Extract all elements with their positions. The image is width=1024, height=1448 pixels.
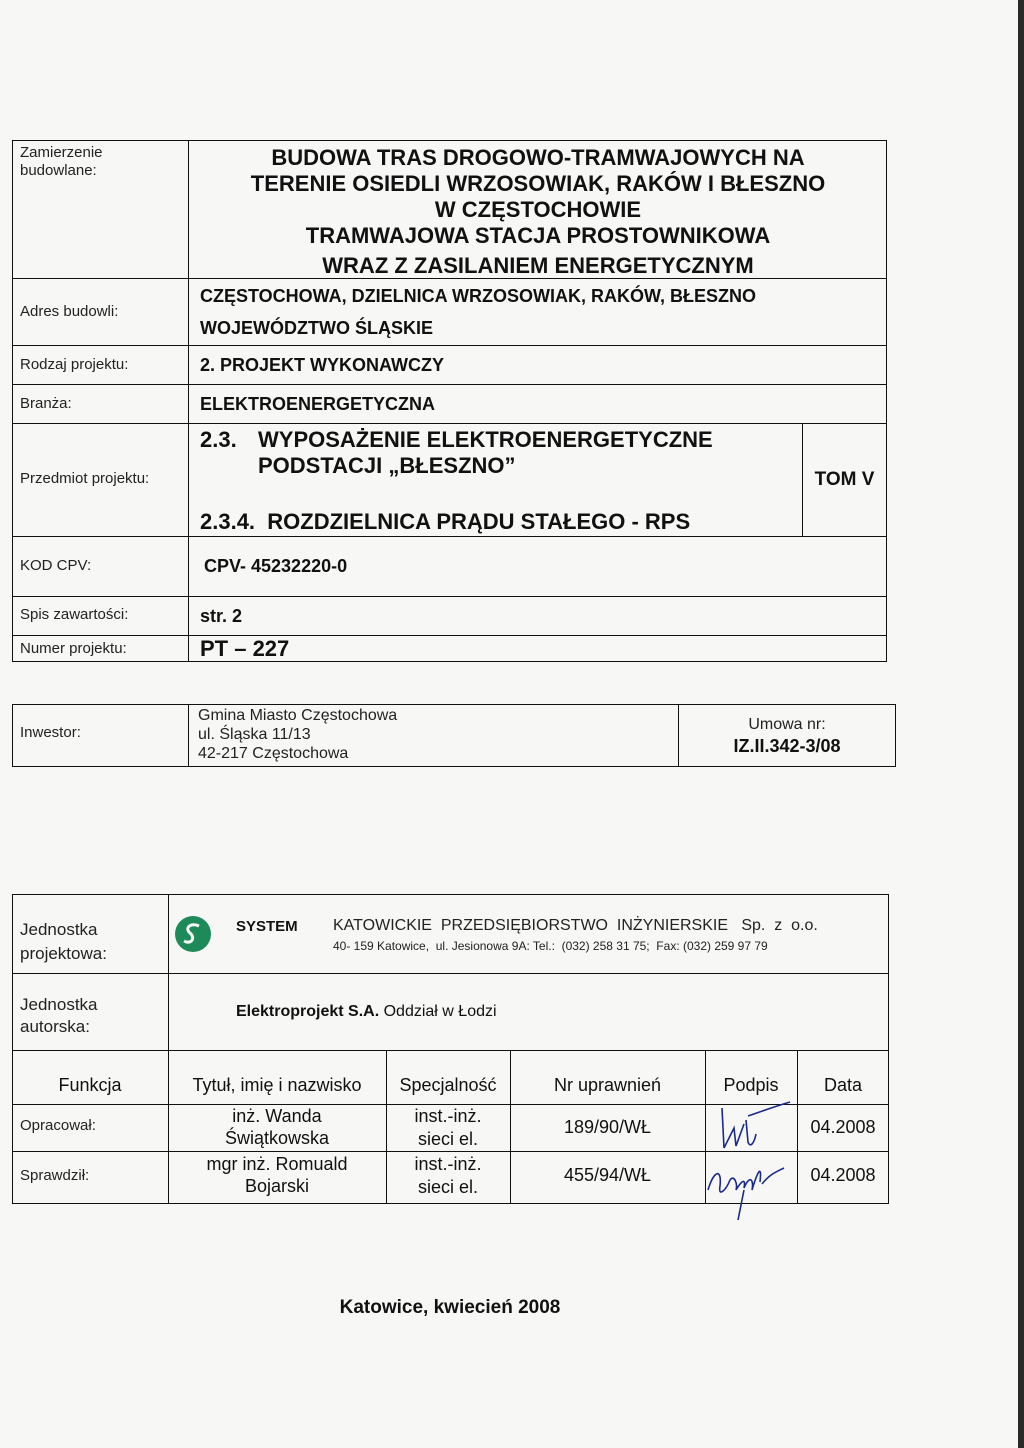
title-line: BUDOWA TRAS DROGOWO-TRAMWAJOWYCH NA <box>271 145 805 170</box>
row-line <box>12 973 889 974</box>
title-line: TRAMWAJOWA STACJA PROSTOWNIKOWA <box>305 223 771 248</box>
przedmiot-number: 2.3. <box>200 427 237 452</box>
header-specjalnosc: Specjalność <box>399 1075 497 1095</box>
przedmiot-line2: PODSTACJI „BŁESZNO” <box>258 453 516 478</box>
title-line: WRAZ Z ZASILANIEM ENERGETYCZNYM <box>322 253 754 278</box>
signature-1 <box>708 1098 796 1158</box>
row-line <box>12 423 887 424</box>
row1-spec1: inst.-inż. <box>414 1106 482 1126</box>
header-podpis: Podpis <box>723 1075 779 1095</box>
row1-name2: Świątkowska <box>224 1128 330 1148</box>
company-name: KATOWICKIE PRZEDSIĘBIORSTWO INŻYNIERSKIE Sp. z o.o. <box>333 917 818 934</box>
investor-line1: Gmina Miasto Częstochowa <box>198 707 398 724</box>
title-line: TERENIE OSIEDLI WRZOSOWIAK, RAKÓW I BŁESZNO <box>250 171 826 196</box>
title-line: W CZĘSTOCHOWIE <box>434 197 642 222</box>
row-line <box>12 596 887 597</box>
row2-name2: Bojarski <box>244 1176 310 1196</box>
autorska-bold: Elektroprojekt S.A. <box>236 1003 380 1020</box>
row-line <box>12 635 887 636</box>
footer-place-date: Katowice, kwiecień 2008 <box>339 1297 561 1318</box>
row2-funkcja: Sprawdził: <box>20 1167 90 1184</box>
label-branza: Branża: <box>20 395 72 412</box>
row1-nr: 189/90/WŁ <box>563 1117 652 1137</box>
header-nr: Nr uprawnień <box>553 1075 662 1095</box>
header-data: Data <box>823 1075 863 1095</box>
row2-spec2: sieci el. <box>417 1177 479 1197</box>
system-logo <box>174 915 212 953</box>
row1-name1: inż. Wanda <box>232 1106 322 1126</box>
investor-divider <box>188 704 189 767</box>
label-rodzaj: Rodzaj projektu: <box>20 356 129 373</box>
header-tytul: Tytuł, imię i nazwisko <box>192 1075 362 1095</box>
adres-line2: WOJEWÓDZTWO ŚLĄSKIE <box>200 318 433 338</box>
header-funkcja: Funkcja <box>58 1075 122 1095</box>
row1-data: 04.2008 <box>810 1117 876 1137</box>
investor-line3: 42-217 Częstochowa <box>198 745 349 762</box>
label-spis: Spis zawartości: <box>20 606 129 623</box>
investor-line2: ul. Śląska 11/13 <box>198 726 311 743</box>
row1-funkcja: Opracował: <box>20 1117 96 1134</box>
row2-name1: mgr inż. Romuald <box>206 1154 348 1174</box>
label-zamierzenie: Zamierzenie budowlane: <box>20 144 103 179</box>
row2-data: 04.2008 <box>810 1165 876 1185</box>
label-cpv: KOD CPV: <box>20 557 92 574</box>
label-autorska: Jednostka autorska: <box>20 995 98 1036</box>
logo-text: SYSTEM <box>236 918 298 935</box>
row1-spec2: sieci el. <box>417 1129 479 1149</box>
label-przedmiot: Przedmiot projektu: <box>20 470 150 487</box>
label-projektowa: Jednostka projektowa: <box>20 920 107 963</box>
label-numer: Numer projektu: <box>20 640 127 657</box>
label-divider <box>188 140 189 662</box>
row-line <box>12 345 887 346</box>
rodzaj-value: 2. PROJEKT WYKONAWCZY <box>200 355 445 375</box>
spis-value: str. 2 <box>200 606 243 626</box>
company-address: 40- 159 Katowice, ul. Jesionowa 9A: Tel.: (032) 258 31 75; Fax: (032) 259 97 79 <box>333 939 768 953</box>
label-adres: Adres budowli: <box>20 303 119 320</box>
row2-nr: 455/94/WŁ <box>563 1165 652 1185</box>
numer-value: PT – 227 <box>200 636 290 661</box>
cpv-value: CPV- 45232220-0 <box>204 556 348 576</box>
umowa-label: Umowa nr: <box>748 716 826 733</box>
row-line <box>12 384 887 385</box>
signature-2 <box>700 1150 796 1224</box>
row2-spec1: inst.-inż. <box>414 1154 482 1174</box>
przedmiot-line3: 2.3.4. ROZDZIELNICA PRĄDU STAŁEGO - RPS <box>200 509 691 534</box>
przedmiot-line1: WYPOSAŻENIE ELEKTROENERGETYCZNE <box>258 427 713 452</box>
autorska-rest: Oddział w Łodzi <box>379 1003 497 1020</box>
tom-label: TOM V <box>814 469 875 490</box>
umowa-value: IZ.II.342-3/08 <box>733 736 841 756</box>
row-line <box>12 536 887 537</box>
autorska-value <box>236 1003 497 1021</box>
investor-label: Inwestor: <box>20 724 81 741</box>
page-edge-shadow <box>1018 0 1024 1448</box>
adres-line1: CZĘSTOCHOWA, DZIELNICA WRZOSOWIAK, RAKÓW, BŁESZNO <box>200 286 756 306</box>
row-line <box>12 1050 889 1051</box>
branza-value: ELEKTROENERGETYCZNA <box>200 394 436 414</box>
